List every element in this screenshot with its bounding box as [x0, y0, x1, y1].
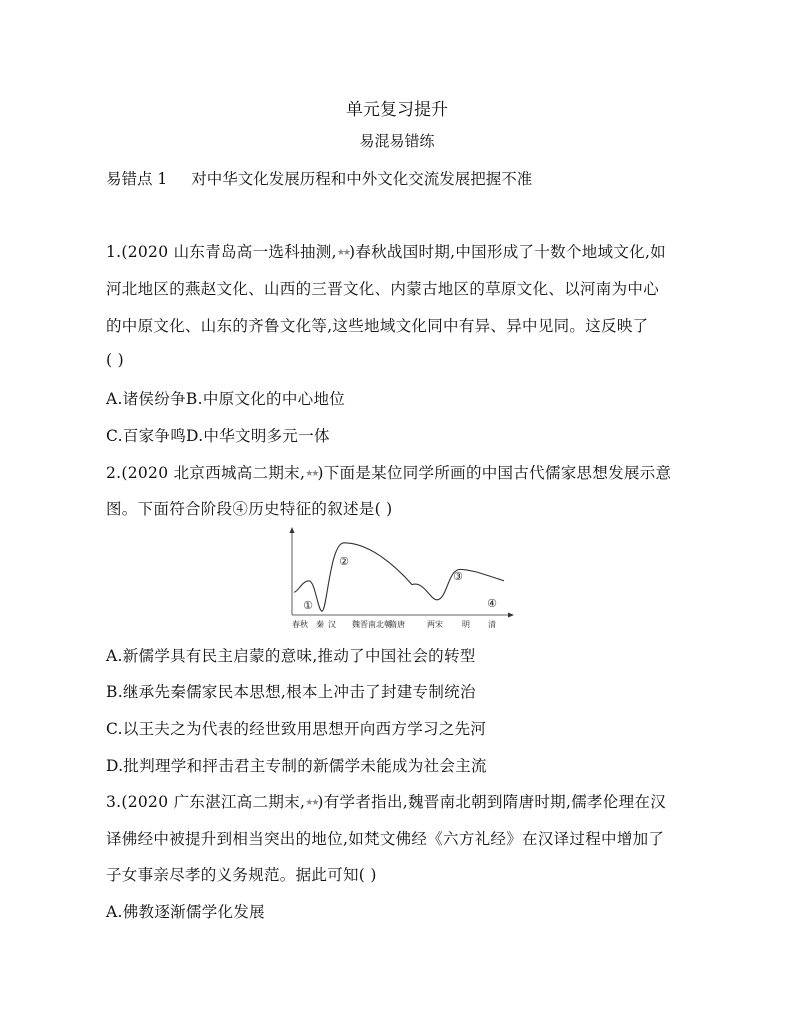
x-tick-label: 魏晋南北朝 [352, 620, 392, 629]
x-axis-arrow-icon [508, 613, 514, 618]
q3-stem-start: )有学者指出,魏晋南北朝到隋唐时期,儒孝伦理在汉 [317, 793, 666, 811]
q3-source: 3.(2020 广东湛江高二期末, [106, 793, 306, 811]
q1-line2: 河北地区的燕赵文化、山西的三晋文化、内蒙古地区的草原文化、以河南为中心 [106, 280, 660, 298]
x-tick-label: 春秋 [292, 620, 308, 629]
q2-line2: 图。下面符合阶段④历史特征的叙述是( ) [106, 500, 393, 518]
x-tick-label: 隋唐 [389, 620, 405, 629]
difficulty-star-icon: ★★ [336, 248, 349, 258]
q2-source: 2.(2020 北京西城高二期末, [106, 464, 306, 482]
stage-label-4: ④ [487, 597, 497, 610]
difficulty-star-icon: ★★ [305, 798, 318, 808]
q1-stem-start: )春秋战国时期,中国形成了十数个地域文化,如 [348, 243, 666, 261]
section-heading [106, 167, 532, 189]
q3-option-a: A.佛教逐渐儒学化发展 [106, 903, 265, 921]
page-title: 单元复习提升 [346, 100, 448, 120]
stage-label-1: ① [303, 599, 313, 612]
stage-label-3: ③ [453, 570, 463, 583]
confucianism-development-chart [282, 527, 514, 632]
q1-source: 1.(2020 山东青岛高一选科抽测, [106, 243, 337, 261]
q2-line1 [106, 461, 671, 483]
q1-line3: 的中原文化、山东的齐鲁文化等,这些地域文化同中有异、异中见同。这反映了 [106, 317, 649, 335]
q2-stem-start: )下面是某位同学所画的中国古代儒家思想发展示意 [317, 464, 672, 482]
stage-label-2: ② [339, 555, 349, 568]
q1-options-ab: A.诸侯纷争B.中原文化的中心地位 [106, 390, 346, 408]
y-axis-arrow-icon [290, 527, 295, 533]
x-tick-label: 秦 [316, 620, 324, 629]
q2-option-d: D.批判理学和抨击君主专制的新儒学未能成为社会主流 [106, 757, 487, 775]
x-tick-label: 汉 [328, 620, 336, 629]
development-curve [294, 543, 504, 611]
q3-line3: 子女事亲尽孝的义务规范。据此可知( ) [106, 866, 377, 884]
difficulty-star-icon: ★★ [305, 469, 318, 479]
q3-line1 [106, 790, 666, 812]
x-tick-label: 两宋 [427, 620, 443, 629]
heading-label: 易错点 1 [106, 170, 168, 188]
heading-text: 对中华文化发展历程和中外文化交流发展把握不准 [191, 170, 533, 188]
q2-option-b: B.继承先秦儒家民本思想,根本上冲击了封建专制统治 [106, 683, 476, 701]
q1-answer-blank: ( ) [106, 351, 124, 369]
x-tick-label: 清 [488, 620, 496, 629]
q3-line2: 译佛经中被提升到相当突出的地位,如梵文佛经《六方礼经》在汉译过程中增加了 [106, 830, 665, 848]
q1-line1 [106, 240, 666, 262]
x-tick-label: 明 [462, 620, 470, 629]
page-subtitle: 易混易错练 [359, 132, 435, 150]
q1-options-cd: C.百家争鸣D.中华文明多元一体 [106, 427, 330, 445]
q2-option-c: C.以王夫之为代表的经世致用思想开向西方学习之先河 [106, 720, 487, 738]
q2-option-a: A.新儒学具有民主启蒙的意味,推动了中国社会的转型 [106, 647, 476, 665]
